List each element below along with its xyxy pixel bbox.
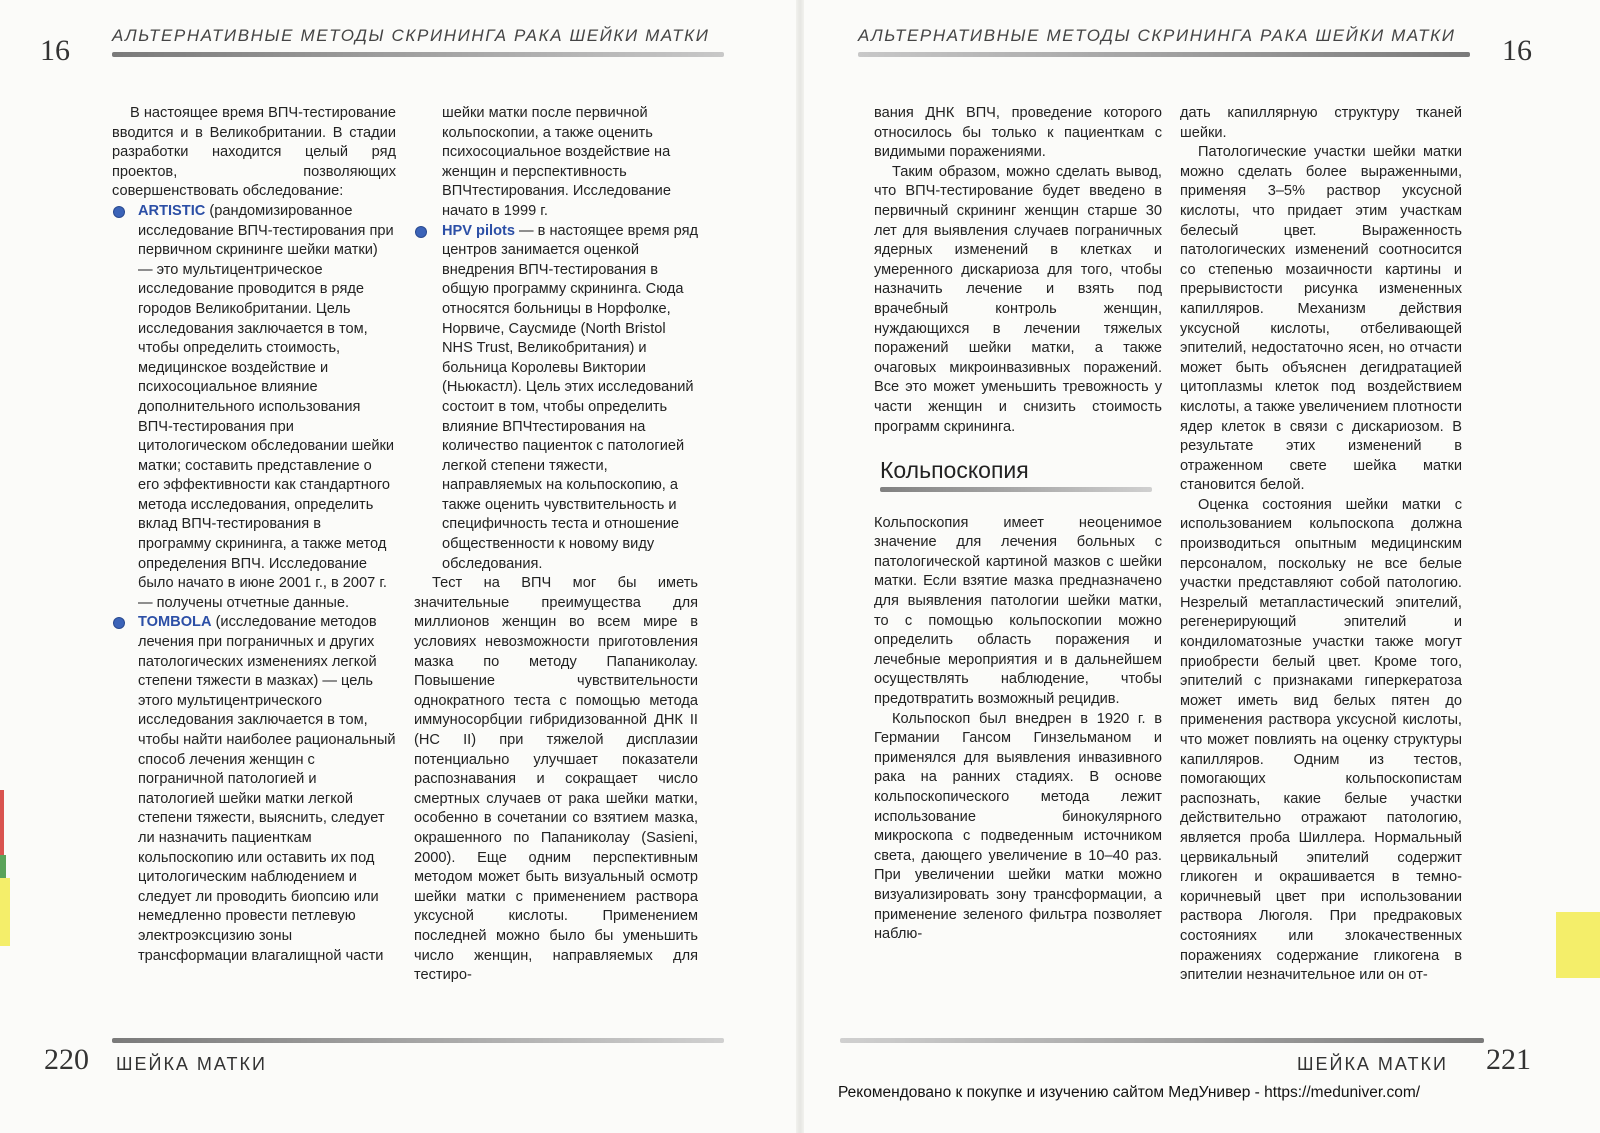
continuation-paragraph: вания ДНК ВПЧ, проведение которого относилось бы только к пациенткам с видимыми поражениями. [874, 105, 1162, 161]
bullet-tombola [112, 613, 396, 966]
right-column-2 [1180, 104, 1462, 986]
bullet-text-tombola: (исследование методов лечения при пограничных и других патологических изменениях легкой степени тяжести в мазках) — цель этого мультицентрического исследования заключается в том, чтобы найти наиболее рациональный способ лечения женщин с пограничной патологией и патологией шейки матки легкой степени тяжести, выяснить, следует ли назначить пациенткам кольпоскопию или оставить их под цитологическим наблюдением и следует ли проводить биопсию или немедленно провести петлевую электроэксцизию зоны трансформации влагалищной части [138, 614, 396, 964]
hpv-test-paragraph: Тест на ВПЧ мог бы иметь значительные преимущества для миллионов женщин во всем мире в условиях невозможности приготовления мазка по методу Папаниколау. Повышение чувствительности однократного теста с помощью метода иммуносорбции гибридизованной ДНК II (HC II) при тяжелой дисплазии потенциально улучшает показатели распознавания и сокращает число смертных случаев от рака шейки матки, особенно в сочетании со взятием мазка, окрашенного по Папаниколау (Sasieni, 2000). Еще одним перспективным методом может быть визуальный осмотр шейки матки с применением раствора уксусной кислоты. Применением последней можно было бы уменьшить число женщин, направляемых для тестиро- [414, 575, 698, 984]
bullet-dot-icon [416, 227, 426, 237]
bullet-dot-icon [114, 207, 124, 217]
right-column-1 [874, 104, 1162, 945]
right-page [800, 0, 1600, 1133]
header-rule [858, 52, 1470, 57]
assessment-paragraph: Оценка состояния шейки матки с использованием кольпоскопа должна производиться опытным медицинским персоналом, поскольку не все белые участки представляют собой патологию. Незрелый метапластический эпителий, регенерирующий эпителий и кондиломатозные участки также могут приобрести белый цвет. Кроме того, эпителий с признаками гиперкератоза может иметь вид белых пятен до применения раствора уксусной кислоты, что может повлиять на оценку структуры капилляров. Одним из тестов, помогающих кольпоскопистам распознать, какие белые участки действительно отражают патологию, является проба Шиллера. Нормальный цервикальный эпителий содержит гликоген и окрашивается в темно-коричневый цвет при использовании раствора Люголя. При предраковых состояниях или злокачественных поражениях содержание гликогена в эпителии незначительное или он от- [1180, 496, 1462, 984]
pathology-paragraph: Патологические участки шейки матки можно сделать более выраженными, применяя 3–5% раствор уксусной кислоты, что придает этим участкам белесый цвет. Выраженность патологических изменений соотносится со степенью мозаичности картины и прерывистости рисунка измененных капилляров. Механизм действия уксусной кислоты, отбеливающей эпителий, недостаточно ясен, но отчасти может быть объяснен дегидратацией цитоплазмы клеток под воздействием кислоты, а также увеличением плотности ядер клеток в связи с дискариозом. В результате этих изменений в отраженном свете шейка матки становится белой. [1180, 144, 1462, 494]
bullet-dot-icon [114, 618, 124, 628]
bullet-key-artistic: ARTISTIC [138, 202, 206, 219]
running-head: АЛЬТЕРНАТИВНЫЕ МЕТОДЫ СКРИНИНГА РАКА ШЕЙКИ МАТКИ [112, 26, 710, 45]
footer-title: ШЕЙКА МАТКИ [1297, 1054, 1448, 1074]
colposcopy-paragraph: Кольпоскопия имеет неоценимое значение для лечения больных с патологической картиной мазков с шейки матки. Если взятие мазка предназначено для выявления патологии шейки матки, то с помощью кольпоскопии можно определить область поражения и лечебные мероприятия и в дальнейшем осуществлять наблюдение, чтобы предотвратить возможный рецидив. [874, 514, 1162, 708]
section-title: Кольпоскопия [880, 457, 1029, 484]
bullet-text-hpv: — в настоящее время ряд центров занимается оценкой внедрения ВПЧ-тестирования в общую программу скрининга. Сюда относятся больницы в Норфолке, Норвиче, Саусмиде (North Bristol NHS Trust, Великобритания) и больница Королевы Виктории (Ньюкастл). Цель этих исследований состоит в том, чтобы определить влияние ВПЧтестирования на количество пациенток с патологией легкой степени тяжести, направляемых на кольпоскопию, а также оценить чувствительность и специфичность теста и отношение общественности к новому виду обследования. [442, 222, 698, 572]
bullet-continuation [414, 104, 698, 222]
section-rule [880, 487, 1152, 492]
page-edge-marker-yellow [1556, 912, 1600, 978]
chapter-number: 16 [1502, 34, 1532, 67]
conclusion-paragraph: Таким образом, можно сделать вывод, что ВПЧ-тестирование будет введено в первичный скрининг женщин старше 30 лет для выявления случаев пограничных ядерных изменений в клетках и умеренного дискариоза для того, чтобы назначить лечение и взять под врачебный контроль женщин, нуждающихся в лечении тяжелых поражений шейки матки, а также очаговых микроинвазивных поражений. Все это может уменьшить тревожность у части женщин и снизить стоимость программ скрининга. [874, 163, 1162, 435]
footer-title: ШЕЙКА МАТКИ [116, 1054, 267, 1074]
colposcope-history-paragraph: Кольпоскоп был внедрен в 1920 г. в Германии Гансом Гинзельманом и применялся для выявления инвазивного рака на ранних стадиях. В основе кольпоскопического метода лежит использование бинокулярного микроскопа с подведенным источником света, дающего увеличение в 10–40 раз. При увеличении шейки матки можно визуализировать зону трансформации, а применение зеленого фильтра позволяет наблю- [874, 710, 1162, 943]
page-number: 220 [44, 1043, 89, 1076]
left-column-2 [414, 104, 698, 986]
header-rule [112, 52, 724, 57]
intro-paragraph: В настоящее время ВПЧ-тестирование вводится и в Великобритании. В стадии разработки находится целый ряд проектов, позволяющих совершенствовать обследование: [112, 105, 396, 200]
bullet-hpv-pilots [414, 222, 698, 575]
bullet-artistic [112, 202, 396, 613]
footer-rule [112, 1038, 724, 1043]
watermark-text: Рекомендовано к покупке и изучению сайтом МедУнивер - https://meduniver.com/ [838, 1084, 1421, 1101]
bullet-text-continuation: шейки матки после первичной кольпоскопии, а также оценить психосоциальное воздействие на женщин и перспективность ВПЧтестирования. Исследование начато в 1999 г. [442, 105, 671, 219]
bullet-text-artistic: (рандомизированное исследование ВПЧ-тестирования при первичном скрининге шейки матки) — это мультицентрическое исследование проводится в ряде городов Великобритании. Цель исследования заключается в том, чтобы определить стоимость, медицинское воздействие и психосоциальное влияние дополнительного использования ВПЧ-тестирования при цитологическом обследовании шейки матки; составить представление о его эффективности как стандартного метода исследования, определить вклад ВПЧ-тестирования в программу скрининга, а также метод определения ВПЧ. Исследование было начато в июне 2001 г., в 2007 г. — получены отчетные данные. [138, 202, 395, 611]
page-edge-marker-yellow [0, 878, 10, 946]
running-head: АЛЬТЕРНАТИВНЫЕ МЕТОДЫ СКРИНИНГА РАКА ШЕЙКИ МАТКИ [858, 26, 1456, 45]
continuation-paragraph: дать капиллярную структуру тканей шейки. [1180, 105, 1462, 141]
bullet-key-hpv: HPV pilots [442, 222, 515, 239]
left-column-1 [112, 104, 396, 966]
bullet-key-tombola: TOMBOLA [138, 614, 212, 631]
chapter-number: 16 [40, 34, 70, 67]
page-number: 221 [1486, 1043, 1531, 1076]
footer-rule [840, 1038, 1484, 1043]
